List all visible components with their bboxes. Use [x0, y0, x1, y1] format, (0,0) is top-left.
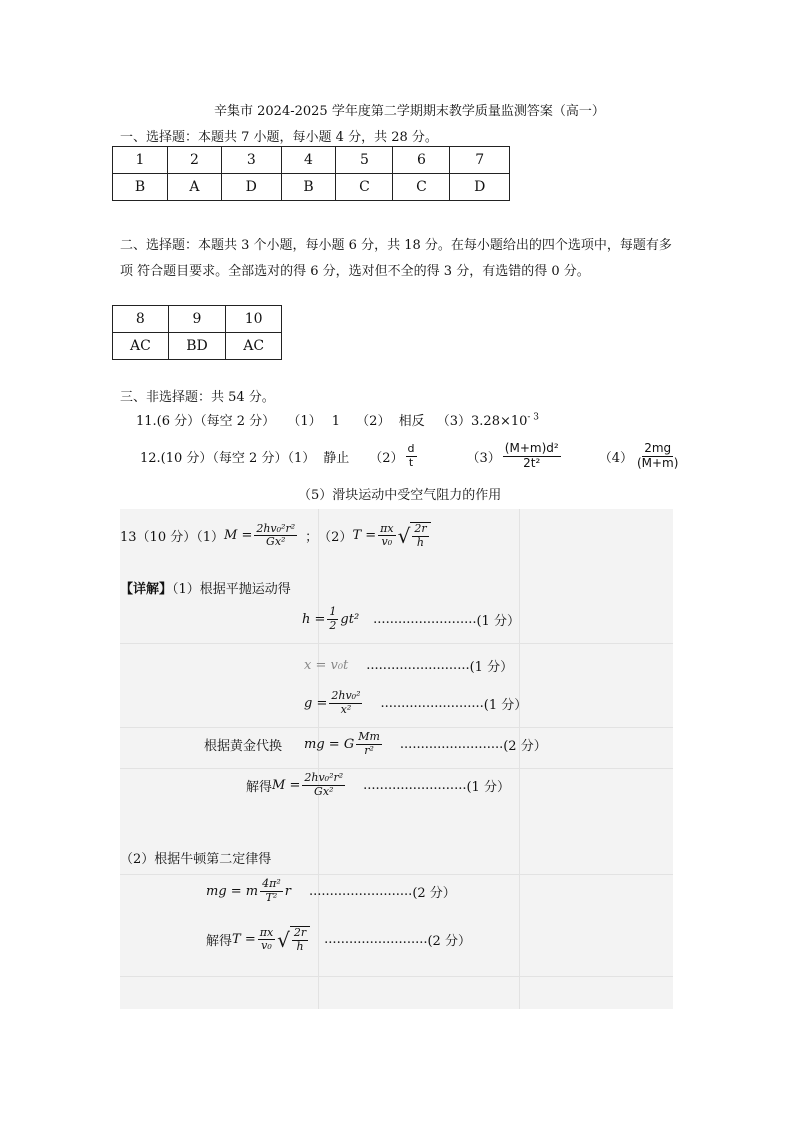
score: (1 分） [476, 613, 520, 629]
q13-answer2-lhs: T = [352, 528, 377, 544]
answer-cell: A [167, 174, 221, 201]
q11-part2: （2） [356, 414, 391, 429]
score: (1 分） [469, 660, 514, 675]
score: (2 分） [503, 738, 547, 754]
q11-part1: （1） [287, 414, 322, 429]
q12-answer1: 静止 [323, 450, 350, 466]
eq6-rest: r [284, 883, 291, 899]
q12-label: 12.(10 分）（每空 2 分）（1） [140, 450, 316, 466]
answer-cell: B [113, 174, 168, 201]
q13-answer-line [120, 522, 431, 549]
leader-dots: ......................... [399, 736, 504, 752]
q11-exponent: - 3 [527, 412, 540, 423]
score: (1 分） [466, 779, 510, 795]
question-number: 8 [113, 306, 169, 333]
grid-divider [519, 509, 520, 1009]
q13-part2-prefix: （2） [318, 530, 353, 546]
eq6-fraction: $\frac{\text{4π²}}{\text{T²}}$ [262, 877, 281, 904]
eq5-fraction: $\frac{\text{2hv₀²r²}}{\text{Gx²}}$ [304, 771, 344, 798]
section3-heading: 三、非选择题：共 54 分。 [120, 390, 275, 405]
grid-divider [120, 976, 673, 977]
eq3-line [304, 690, 527, 716]
section1-answer-table [112, 146, 510, 201]
part2-intro: （2）根据牛顿第二定律得 [120, 852, 272, 867]
q13-answer2-fraction: $\frac{\pi x}{\text{v₀}}$ [380, 521, 394, 549]
leader-dots: ......................... [309, 883, 413, 899]
leader-dots: ......................... [373, 611, 477, 627]
section2-heading-line2: 项 符合题目要求。全部选对的得 6 分，选对但不全的得 3 分，有选错的得 0 分。 [120, 264, 590, 279]
gold-substitution-label: 根据黄金代换 [204, 738, 283, 754]
table-row [113, 306, 282, 333]
q11-part3: （3）3.28×10 [436, 414, 528, 429]
answer-cell: AC [226, 333, 282, 360]
score: (1 分） [483, 697, 528, 713]
question-number: 6 [393, 147, 450, 174]
question-number: 9 [168, 306, 226, 333]
table-row [113, 174, 510, 201]
section2-answer-table [112, 305, 282, 360]
eq7-fraction: $\frac{\pi x}{\text{v₀}}$ [259, 925, 274, 953]
q12-line [140, 442, 682, 471]
question-number: 7 [450, 147, 510, 174]
answer-cell: B [281, 174, 336, 201]
leader-dots: ......................... [380, 695, 484, 711]
grid-divider [120, 768, 673, 769]
leader-dots: ......................... [363, 777, 467, 793]
grid-divider [120, 874, 673, 875]
q12-answer2-fraction: $\frac{d}{t}$ [407, 442, 415, 469]
q12-answer3-fraction: $\frac{\text{(M+m)d²}}{\text{2t²}}$ [504, 441, 559, 470]
leader-dots: ......................... [366, 658, 470, 673]
eq1-rest: gt² [340, 611, 360, 627]
question-number: 2 [167, 147, 221, 174]
grid-divider [120, 727, 673, 728]
eq5-line [246, 772, 510, 798]
q12-part3: （3） [466, 450, 501, 466]
answer-cell: C [336, 174, 393, 201]
q12-answer4-fraction: $\frac{2mg}{(M+m)}$ [636, 441, 679, 470]
eq2-line [304, 656, 513, 675]
q13-answer1-lhs: M = [224, 528, 253, 544]
detail-tag: 【详解】 [120, 582, 173, 597]
detail-intro: （1）根据平抛运动得 [172, 582, 291, 597]
eq3-fraction: $\frac{\text{2hv₀²}}{\text{x²}}$ [331, 689, 361, 716]
sqrt-icon: √ $\frac{2r}{h}$ [398, 522, 431, 549]
grid-divider [120, 643, 673, 644]
question-number: 10 [226, 306, 282, 333]
eq4-lhs: mg = G [304, 736, 355, 752]
section1-heading: 一、选择题：本题共 7 小题，每小题 4 分，共 28 分。 [120, 130, 438, 145]
question-number: 1 [113, 147, 168, 174]
q11-answer2: 相反 [398, 414, 425, 429]
q13-separator: ； [305, 530, 319, 546]
q11-line [136, 410, 539, 429]
answer-cell: AC [113, 333, 169, 360]
q13-detail-intro-line [120, 578, 291, 597]
answer-cell: D [450, 174, 510, 201]
q12-part5: （5）滑块运动中受空气阻力的作用 [298, 488, 502, 503]
leader-dots: ......................... [324, 932, 428, 948]
solve-label: 解得 [246, 779, 273, 795]
q11-label: 11.(6 分）（每空 2 分） [136, 414, 276, 429]
question-number: 3 [222, 147, 282, 174]
page-title: 辛集市 2024-2025 学年度第二学期期末教学质量监测答案（高一） [214, 104, 605, 119]
sqrt-icon: √ $\frac{2r}{h}$ [277, 926, 310, 953]
score: (2 分） [412, 885, 456, 901]
answer-cell: C [393, 174, 450, 201]
eq5-lhs: M = [272, 777, 301, 793]
q13-label: 13（10 分）（1） [120, 530, 224, 546]
question-number: 4 [281, 147, 336, 174]
q12-part2: （2） [369, 450, 404, 466]
q13-answer1-fraction: $\frac{\text{2hv₀²r²}}{\text{Gx²}}$ [256, 521, 296, 549]
table-row [113, 147, 510, 174]
score: (2 分） [427, 934, 471, 950]
eq7-line [206, 926, 471, 953]
q11-answer1: 1 [331, 414, 341, 429]
eq6-lhs: mg = m [206, 883, 259, 899]
eq2: x = v₀t [304, 658, 349, 673]
eq4-fraction: $\frac{Mm}{\text{r²}}$ [358, 730, 380, 757]
q12-part4: （4） [598, 450, 633, 466]
eq1-lhs: h = [302, 611, 326, 627]
question-number: 5 [336, 147, 393, 174]
table-row [113, 333, 282, 360]
eq1-fraction: $\frac{1}{2}$ [329, 605, 337, 632]
answer-cell: D [222, 174, 282, 201]
eq4-line [204, 731, 547, 757]
eq7-lhs: T = [232, 932, 256, 948]
eq6-line [206, 878, 456, 904]
section2-heading-line1: 二、选择题：本题共 3 个小题，每小题 6 分，共 18 分。在每小题给出的四个选项中，每题有多 [120, 238, 672, 253]
solve-label: 解得 [206, 934, 233, 950]
eq1-line [302, 606, 520, 632]
eq3-lhs: g = [304, 695, 328, 711]
answer-cell: BD [168, 333, 226, 360]
